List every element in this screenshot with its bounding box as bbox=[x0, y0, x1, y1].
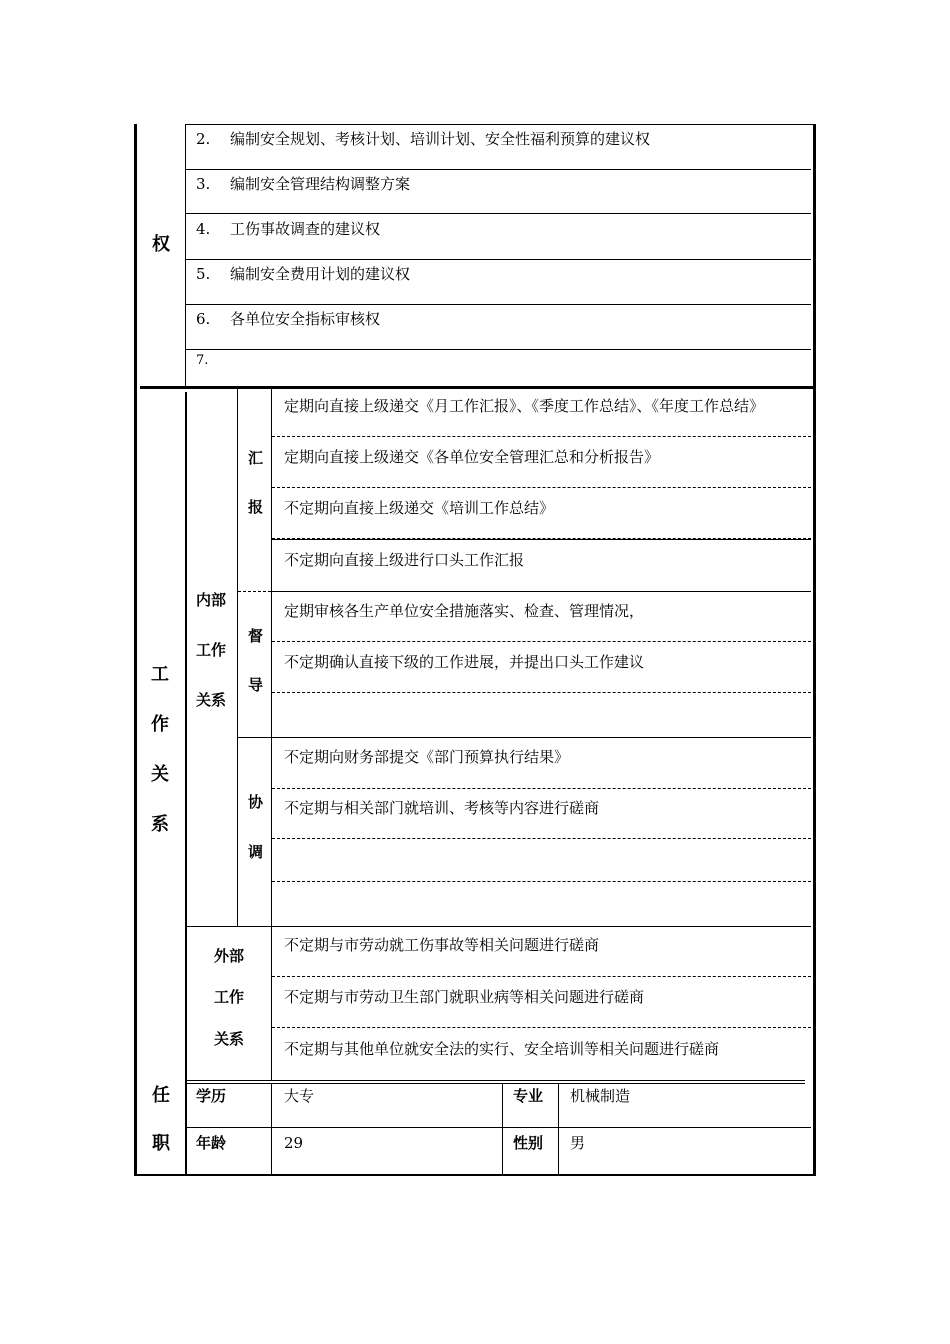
report-item: 定期向直接上级递交《月工作汇报》、《季度工作总结》、《年度工作总结》 bbox=[284, 397, 765, 415]
rights-item: 3. 编制安全管理结构调整方案 bbox=[196, 175, 411, 193]
rights-label: 权 bbox=[152, 234, 170, 255]
internal-external-divider bbox=[186, 926, 811, 927]
relations-label-char: 工 bbox=[151, 664, 169, 685]
report-item: 定期向直接上级递交《各单位安全管理汇总和分析报告》 bbox=[284, 448, 660, 466]
section-divider-double bbox=[185, 1083, 805, 1084]
table-border-right bbox=[813, 124, 816, 1176]
group-divider bbox=[272, 591, 811, 592]
rights-row-line bbox=[185, 169, 811, 170]
dashed-separator bbox=[272, 838, 811, 839]
age-label: 年龄 bbox=[196, 1134, 227, 1152]
relations-label-char: 作 bbox=[151, 714, 169, 735]
rights-item: 2. 编制安全规划、考核计划、培训计划、安全性福利预算的建议权 bbox=[196, 130, 651, 148]
gender-label: 性别 bbox=[513, 1134, 544, 1152]
relations-left-divider bbox=[185, 392, 187, 1080]
dashed-separator bbox=[272, 881, 811, 882]
relations-label-char: 关 bbox=[151, 764, 169, 785]
group-divider bbox=[238, 737, 811, 738]
row-line bbox=[272, 539, 811, 540]
rights-item: 5. 编制安全费用计划的建议权 bbox=[196, 265, 411, 283]
relations-label-char: 系 bbox=[151, 814, 169, 835]
rights-item: 6. 各单位安全指标审核权 bbox=[196, 310, 381, 328]
dashed-separator bbox=[272, 436, 811, 437]
coordinate-label: 协 bbox=[248, 793, 264, 811]
rights-row-line bbox=[185, 304, 811, 305]
rights-item: 4. 工伤事故调查的建议权 bbox=[196, 220, 381, 238]
qual-col-divider bbox=[271, 1083, 272, 1176]
table-bottom-border bbox=[134, 1174, 816, 1176]
rights-divider bbox=[185, 124, 186, 386]
report-item: 不定期向直接上级递交《培训工作总结》 bbox=[284, 499, 555, 517]
external-label: 工作 bbox=[214, 988, 245, 1006]
education-value: 大专 bbox=[284, 1087, 315, 1105]
qual-label-char: 任 bbox=[152, 1085, 170, 1106]
table-border-left bbox=[134, 124, 137, 1176]
qual-col-divider bbox=[502, 1083, 503, 1176]
internal-label: 内部 bbox=[196, 591, 227, 609]
report-label: 报 bbox=[248, 498, 264, 516]
rights-top-border bbox=[185, 124, 813, 125]
internal-label: 关系 bbox=[196, 691, 227, 709]
qual-row-line bbox=[186, 1127, 811, 1128]
dashed-separator bbox=[272, 788, 811, 789]
supervise-item: 定期审核各生产单位安全措施落实、检查、管理情况， bbox=[284, 602, 645, 620]
qual-label-char: 职 bbox=[152, 1133, 170, 1154]
dashed-separator bbox=[272, 487, 811, 488]
supervise-label: 督 bbox=[248, 627, 264, 645]
external-content-divider bbox=[271, 926, 272, 1080]
dashed-separator bbox=[272, 692, 811, 693]
dashed-separator bbox=[272, 641, 811, 642]
gender-value: 男 bbox=[570, 1134, 586, 1152]
section-divider-thick bbox=[140, 386, 814, 389]
internal-label: 工作 bbox=[196, 641, 227, 659]
report-item: 不定期向直接上级进行口头工作汇报 bbox=[284, 551, 525, 569]
report-label: 汇 bbox=[248, 449, 264, 467]
group-divider-dashed bbox=[238, 591, 271, 592]
external-item: 不定期与市劳动就工伤事故等相关问题进行磋商 bbox=[284, 936, 600, 954]
dashed-separator bbox=[272, 976, 811, 977]
education-label: 学历 bbox=[196, 1087, 227, 1105]
dashed-separator bbox=[272, 1027, 811, 1028]
rights-row-line bbox=[185, 349, 811, 350]
external-label: 关系 bbox=[214, 1030, 245, 1048]
coordinate-item: 不定期与相关部门就培训、考核等内容进行磋商 bbox=[284, 799, 600, 817]
rights-row-line bbox=[185, 259, 811, 260]
major-value: 机械制造 bbox=[570, 1087, 631, 1105]
supervise-label: 导 bbox=[248, 676, 264, 694]
supervise-item: 不定期确认直接下级的工作进展，并提出口头工作建议 bbox=[284, 653, 645, 671]
external-label: 外部 bbox=[214, 947, 245, 965]
external-item: 不定期与市劳动卫生部门就职业病等相关问题进行磋商 bbox=[284, 988, 645, 1006]
age-value: 29 bbox=[284, 1134, 304, 1152]
section-divider-double bbox=[185, 1080, 805, 1081]
coordinate-label: 调 bbox=[248, 843, 264, 861]
qual-left-divider bbox=[185, 1080, 187, 1176]
internal-type-divider bbox=[237, 389, 238, 926]
major-label: 专业 bbox=[513, 1087, 544, 1105]
coordinate-item: 不定期向财务部提交《部门预算执行结果》 bbox=[284, 748, 570, 766]
internal-content-divider bbox=[271, 389, 272, 926]
rights-item: 7. bbox=[196, 353, 209, 368]
external-item: 不定期与其他单位就安全法的实行、安全培训等相关问题进行磋商 bbox=[284, 1040, 720, 1058]
rights-row-line bbox=[185, 213, 811, 214]
qual-col-divider bbox=[558, 1083, 559, 1176]
